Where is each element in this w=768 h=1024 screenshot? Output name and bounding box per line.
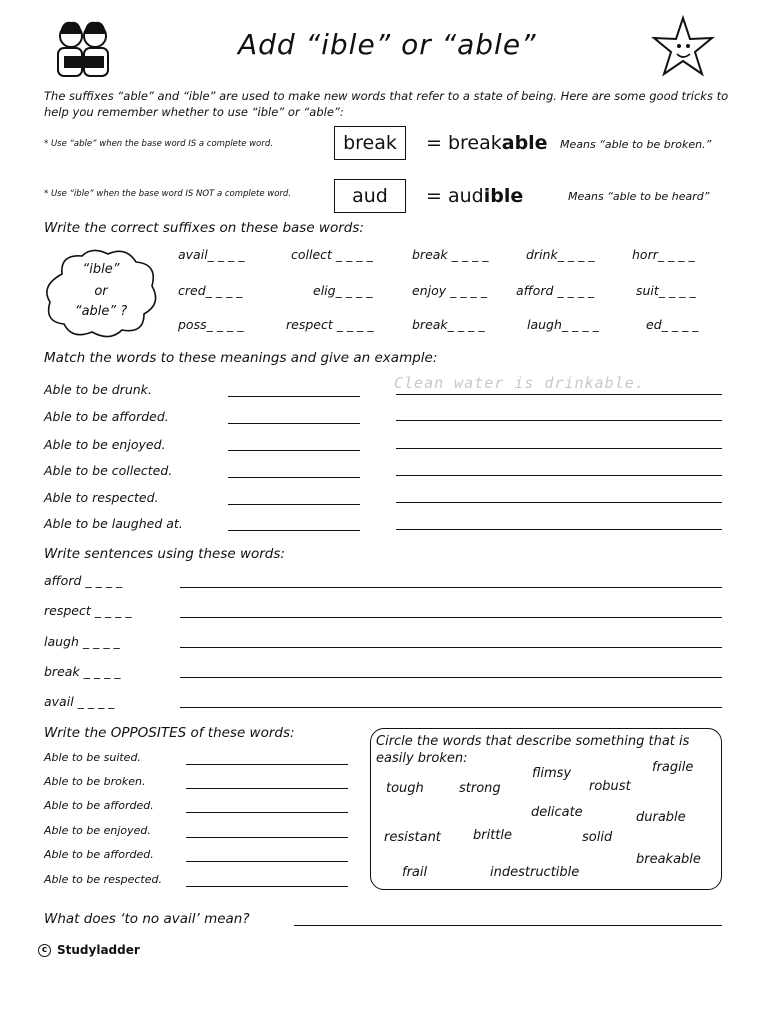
example-sentence: Clean water is drinkable. <box>394 374 645 392</box>
question-answer-line[interactable] <box>294 925 722 926</box>
example-base-box-aud: aud <box>334 179 406 213</box>
example-line[interactable] <box>396 529 722 530</box>
example-line[interactable] <box>396 502 722 503</box>
suffix-word[interactable]: poss_ _ _ _ <box>178 317 244 332</box>
suffix-word[interactable]: horr_ _ _ _ <box>632 247 695 262</box>
example-line[interactable] <box>396 420 722 421</box>
circle-word[interactable]: brittle <box>473 828 513 843</box>
circle-word[interactable]: flimsy <box>532 766 572 781</box>
sentence-line[interactable] <box>180 587 722 588</box>
suffix-word[interactable]: ed_ _ _ _ <box>646 317 699 332</box>
circle-word[interactable]: strong <box>459 781 501 796</box>
opposite-line[interactable] <box>186 812 348 813</box>
example-equation-audible <box>426 185 523 207</box>
answer-line[interactable] <box>228 450 360 451</box>
sentence-line[interactable] <box>180 707 722 708</box>
opposite-item: Able to be broken. <box>44 775 146 788</box>
opposites-heading: Write the OPPOSITES of these words: <box>44 725 295 741</box>
circle-word[interactable]: robust <box>589 779 631 794</box>
opposite-line[interactable] <box>186 788 348 789</box>
cloud-line-2: or <box>94 284 108 299</box>
suffix-word[interactable]: afford _ _ _ _ <box>516 283 595 298</box>
sentence-word: afford _ _ _ _ <box>44 573 123 588</box>
opposite-item: Able to be enjoyed. <box>44 824 151 837</box>
suffix-word[interactable]: avail_ _ _ _ <box>178 247 245 262</box>
meaning-item: Able to be afforded. <box>44 409 169 424</box>
example-line[interactable] <box>396 475 722 476</box>
circle-word[interactable]: durable <box>636 810 686 825</box>
thought-cloud <box>40 244 162 342</box>
intro-text: The suffixes “able” and “ible” are used to make new words that refer to a state of being. Here are some good tricks to help you remember whether to use “ible” or “able”: <box>44 89 729 119</box>
star-icon <box>650 14 716 80</box>
brand-name: Studyladder <box>57 943 140 957</box>
sentence-heading: Write sentences using these words: <box>44 546 285 562</box>
circle-word[interactable]: solid <box>582 830 613 845</box>
rule-able-tip: * Use “able” when the base word IS a complete word. <box>44 139 273 149</box>
meaning-item: Able to be drunk. <box>44 382 152 397</box>
suffix-word[interactable]: laugh_ _ _ _ <box>527 317 599 332</box>
sentence-word: laugh _ _ _ _ <box>44 634 120 649</box>
opposite-line[interactable] <box>186 861 348 862</box>
kids-illustration <box>52 14 114 80</box>
circle-word[interactable]: delicate <box>531 805 583 820</box>
opposite-item: Able to be suited. <box>44 751 141 764</box>
suffix-word[interactable]: suit_ _ _ _ <box>636 283 696 298</box>
circle-heading: Circle the words that describe something that is easily broken: <box>376 734 690 766</box>
opposite-item: Able to be afforded. <box>44 848 154 861</box>
answer-line[interactable] <box>228 396 360 397</box>
sentence-word: break _ _ _ _ <box>44 664 121 679</box>
suffix-heading: Write the correct suffixes on these base words: <box>44 220 364 236</box>
answer-line[interactable] <box>228 504 360 505</box>
suffix-word[interactable]: break_ _ _ _ <box>412 317 485 332</box>
example-meaning-breakable: Means “able to be broken.” <box>560 138 712 151</box>
suffix-word[interactable]: cred_ _ _ _ <box>178 283 243 298</box>
example-equation-breakable <box>426 132 548 154</box>
suffix-word[interactable]: collect _ _ _ _ <box>291 247 373 262</box>
opposite-line[interactable] <box>186 886 348 887</box>
example-base-box-break: break <box>334 126 406 160</box>
cloud-line-3: “able” ? <box>74 304 128 319</box>
circle-word[interactable]: fragile <box>652 760 694 775</box>
rule-ible-tip: * Use “ible” when the base word IS NOT a complete word. <box>44 189 292 199</box>
answer-line[interactable] <box>228 423 360 424</box>
suffix-word[interactable]: respect _ _ _ _ <box>286 317 374 332</box>
avail-question: What does ‘to no avail’ mean? <box>44 911 250 927</box>
meaning-item: Able to be enjoyed. <box>44 437 166 452</box>
circle-word[interactable]: breakable <box>636 852 701 867</box>
answer-line[interactable] <box>228 477 360 478</box>
sentence-line[interactable] <box>180 617 722 618</box>
opposite-item: Able to be afforded. <box>44 799 154 812</box>
suffix-word[interactable]: elig_ _ _ _ <box>313 283 373 298</box>
suffix-word[interactable]: drink_ _ _ _ <box>526 247 595 262</box>
suffix-word[interactable]: break _ _ _ _ <box>412 247 489 262</box>
circle-word[interactable]: indestructible <box>490 865 580 880</box>
page-title: Add “ible” or “able” <box>238 28 537 61</box>
suffix-word[interactable]: enjoy _ _ _ _ <box>412 283 488 298</box>
cloud-line-1: “ible” <box>82 262 120 277</box>
equation-prefix: = break <box>426 132 502 154</box>
example-line[interactable] <box>396 394 722 395</box>
match-heading: Match the words to these meanings and give an example: <box>44 350 438 366</box>
circle-word[interactable]: tough <box>386 781 424 796</box>
equation-prefix: = aud <box>426 185 484 207</box>
sentence-word: respect _ _ _ _ <box>44 603 132 618</box>
footer-brand <box>38 943 140 957</box>
circle-word[interactable]: frail <box>402 865 428 880</box>
meaning-item: Able to be laughed at. <box>44 516 183 531</box>
equation-suffix: ible <box>483 185 524 207</box>
opposite-line[interactable] <box>186 764 348 765</box>
circle-word[interactable]: resistant <box>384 830 441 845</box>
answer-line[interactable] <box>228 530 360 531</box>
equation-suffix: able <box>501 132 548 154</box>
example-line[interactable] <box>396 448 722 449</box>
meaning-item: Able to be collected. <box>44 463 173 478</box>
sentence-line[interactable] <box>180 677 722 678</box>
example-meaning-audible: Means “able to be heard” <box>568 190 710 203</box>
meaning-item: Able to respected. <box>44 490 159 505</box>
copyright-icon: c <box>38 944 51 957</box>
sentence-line[interactable] <box>180 647 722 648</box>
opposite-line[interactable] <box>186 837 348 838</box>
sentence-word: avail _ _ _ _ <box>44 694 115 709</box>
opposite-item: Able to be respected. <box>44 873 162 886</box>
